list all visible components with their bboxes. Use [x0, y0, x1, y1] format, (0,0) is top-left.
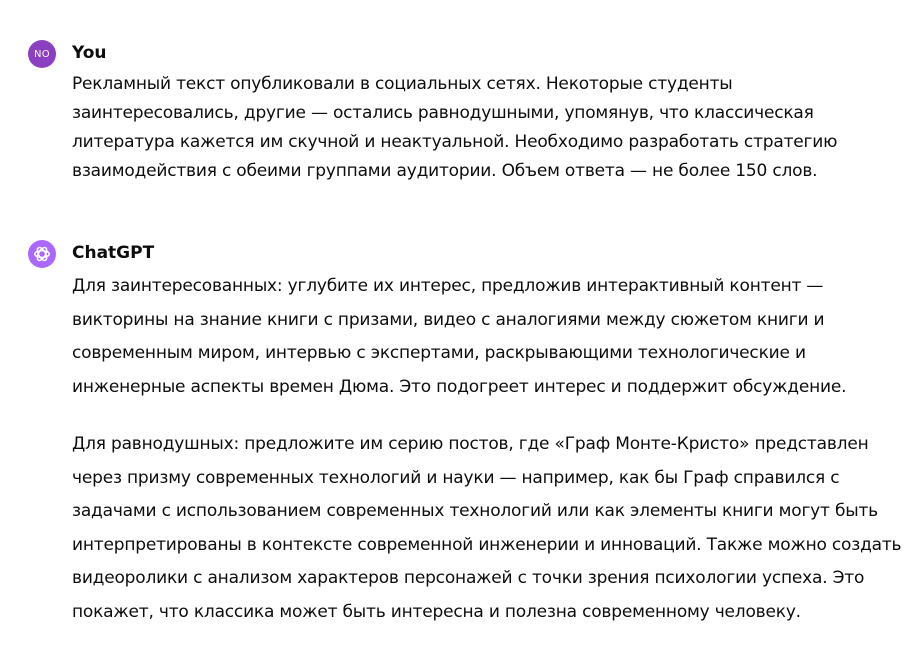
- user-message-text: Рекламный текст опубликовали в социальных сетях. Некоторые студенты заинтересовались, другие — остались равнодушными, упомянув, что классическая литература кажется им скучной и неактуальной. Необходимо разработать стратегию взаимодействия с обеими группами аудитории. Объем ответа — не более 150 слов.: [72, 74, 838, 181]
- assistant-paragraph: Для равнодушных: предложите им серию постов, где «Граф Монте-Кристо» представлен через призму современных технологий и науки — например, как бы Граф справился с задачами с использованием современных технологий или как элементы книги могут быть интерпретированы в контексте современной инженерии и инноваций. Также можно создать видеоролики с анализом характеров персонажей с точки зрения психологии успеха. Это покажет, что классика может быть интересна и полезна современному человеку.: [72, 434, 902, 622]
- openai-logo-icon: [32, 244, 52, 264]
- assistant-paragraph: Для заинтересованных: углубите их интерес, предложив интерактивный контент — викторины на знание книги с призами, видео с аналогиями между сюжетом книги и современным миром, интервью с экспертами, раскрывающими технологические и инженерные аспекты времен Дюма. Это подогреет интерес и поддержит обсуждение.: [72, 276, 847, 397]
- assistant-message-text: [72, 270, 902, 629]
- assistant-avatar: [28, 240, 56, 268]
- user-avatar-initials: NO: [34, 48, 50, 60]
- user-author-name: You: [72, 43, 107, 63]
- user-avatar: [28, 40, 56, 68]
- assistant-author-name: ChatGPT: [72, 243, 155, 263]
